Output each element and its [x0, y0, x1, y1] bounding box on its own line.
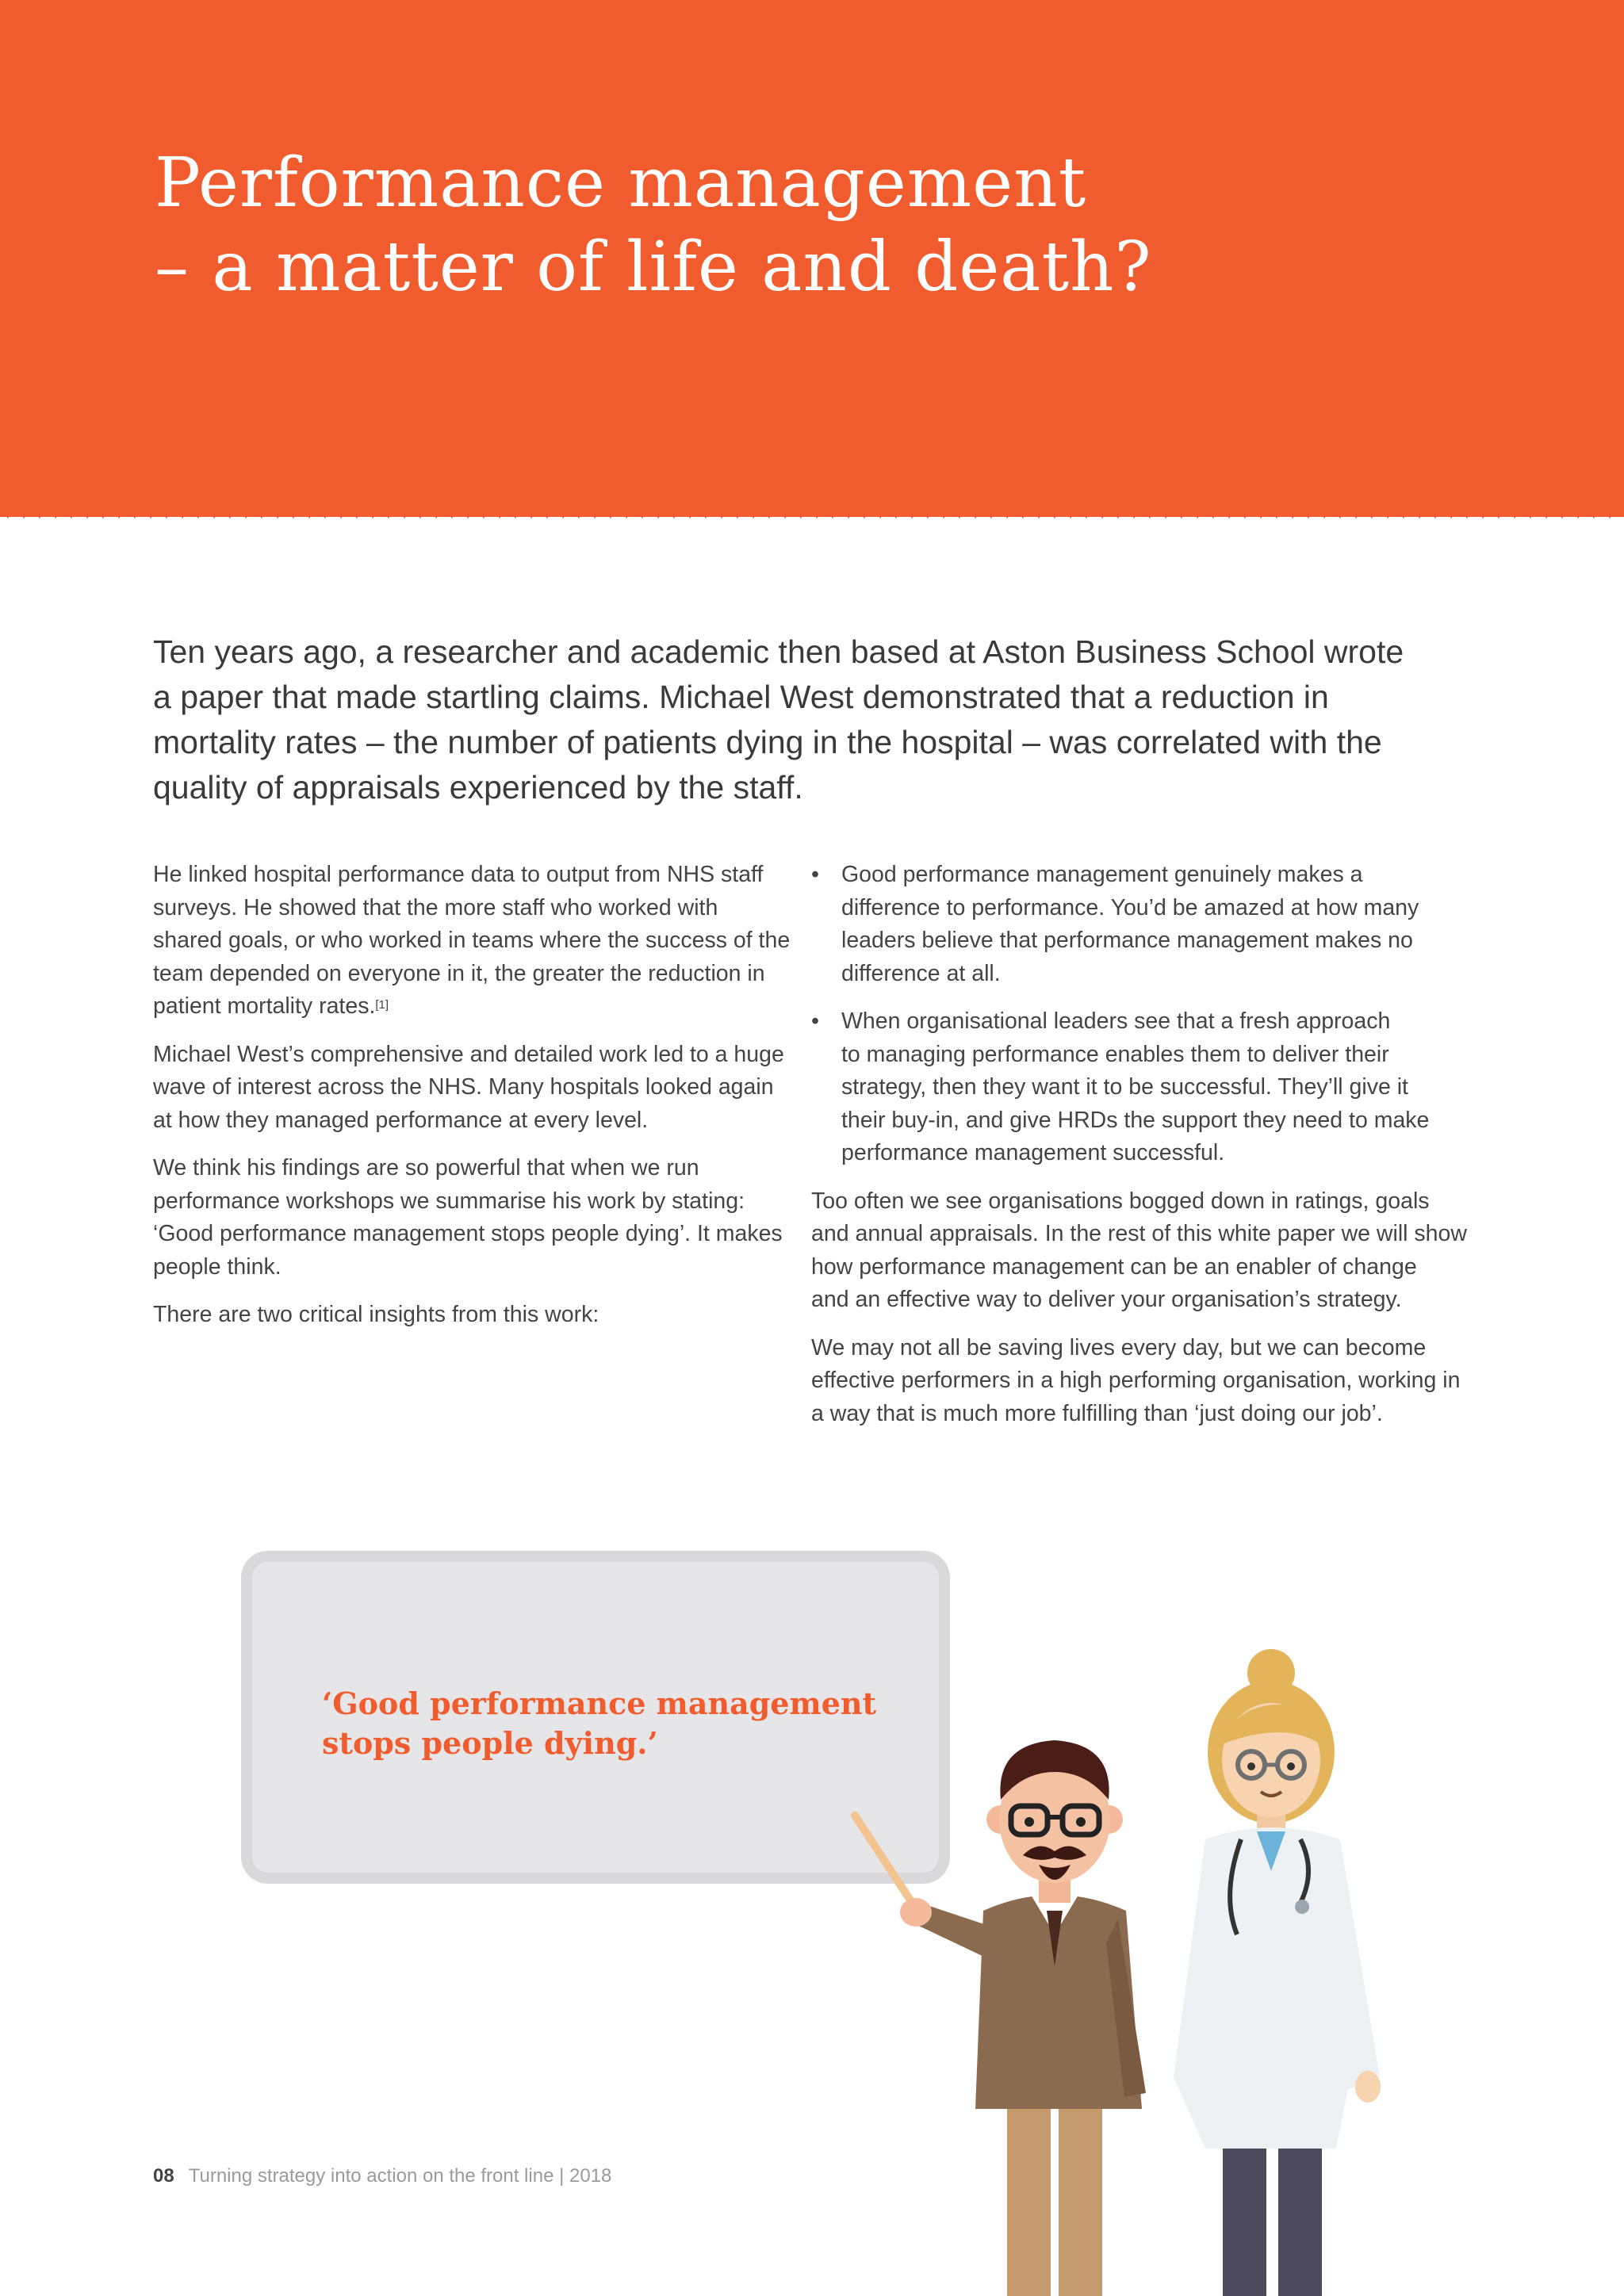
page-title [155, 141, 1423, 309]
paragraph [811, 1332, 1461, 1431]
paragraph [153, 1039, 795, 1138]
text-line: team depended on everyone in it, the greater the reduction in [153, 960, 765, 986]
left-column [153, 859, 795, 1347]
people-illustration [793, 1633, 1624, 2296]
header-banner [0, 0, 1624, 517]
doctor-figure [1174, 1649, 1381, 2296]
paragraph [153, 1299, 795, 1332]
text-line: performance management successful. [841, 1140, 1225, 1165]
text-line: to managing performance enables them to deliver their [841, 1041, 1389, 1067]
text-line: and annual appraisals. In the rest of this white paper we will show [811, 1221, 1467, 1246]
footer-text: Turning strategy into action on the front line | 2018 [188, 2165, 612, 2187]
text-line: their buy-in, and give HRDs the support they need to make [841, 1107, 1430, 1133]
title-line-1: Performance management [155, 144, 1087, 223]
text-line: wave of interest across the NHS. Many hospitals looked again [153, 1074, 774, 1100]
text-line: We may not all be saving lives every day, but we can become [811, 1334, 1427, 1360]
footnote-ref[interactable]: [1] [375, 998, 389, 1012]
text-line [153, 990, 795, 1024]
intro-line: mortality rates – the number of patients dying in the hospital – was correlated with the [153, 724, 1382, 760]
teacher-figure [900, 1740, 1146, 2296]
quote-line: ‘Good performance management [322, 1686, 877, 1721]
intro-paragraph [153, 629, 1404, 810]
text-line: difference at all. [841, 960, 1001, 986]
text-line: We think his findings are so powerful that when we run [153, 1155, 699, 1181]
right-column [811, 859, 1467, 1445]
bullet-dot: • [811, 1008, 819, 1034]
intro-line: a paper that made startling claims. Michael West demonstrated that a reduction in [153, 679, 1329, 715]
text-line: strategy, then they want it to be successful. They’ll give it [841, 1074, 1408, 1100]
text-line: surveys. He showed that the more staff who worked with [153, 894, 718, 920]
text-line: shared goals, or who worked in teams where the success of the [153, 928, 791, 953]
text-line: at how they managed performance at every level. [153, 1107, 649, 1133]
text-line: ‘Good performance management stops people dying’. It makes [153, 1221, 783, 1246]
paragraph [811, 1185, 1467, 1317]
title-line-2: – a matter of life and death? [155, 228, 1152, 307]
text-line: performance workshops we summarise his work by stating: [153, 1188, 745, 1214]
text-line: When organisational leaders see that a fresh approach [841, 1008, 1391, 1034]
text-line: and an effective way to deliver your organisation’s strategy. [811, 1287, 1402, 1312]
text-line: There are two critical insights from this work: [153, 1302, 599, 1327]
text-line: a way that is much more fulfilling than ‘just doing our job’. [811, 1400, 1383, 1426]
bullet-dot: • [811, 862, 819, 887]
page-number: 08 [153, 2165, 174, 2187]
text-line: Too often we see organisations bogged down in ratings, goals [811, 1188, 1430, 1214]
text-line: difference to performance. You’d be amazed at how many [841, 894, 1419, 920]
paragraph [153, 1152, 795, 1284]
quote-line: stops people dying.’ [322, 1725, 658, 1761]
intro-line: Ten years ago, a researcher and academic then based at Aston Business School wrote [153, 633, 1404, 670]
bullet-item [811, 859, 1446, 990]
paragraph [153, 859, 795, 1024]
text-line: people think. [153, 1253, 282, 1280]
intro-line: quality of appraisals experienced by the staff. [153, 769, 803, 806]
text-segment: patient mortality rates. [153, 993, 376, 1019]
zigzag-edge [0, 507, 1624, 526]
text-line: leaders believe that performance management makes no [841, 928, 1413, 953]
text-line: Michael West’s comprehensive and detailed work led to a huge [153, 1041, 784, 1067]
text-line: how performance management can be an enabler of change [811, 1253, 1417, 1280]
text-line: effective performers in a high performing organisation, working in [811, 1368, 1461, 1393]
bullet-item [811, 1005, 1446, 1170]
text-line: He linked hospital performance data to output from NHS staff [153, 862, 764, 887]
text-line: Good performance management genuinely makes a [841, 862, 1363, 887]
page-footer [153, 2164, 611, 2188]
